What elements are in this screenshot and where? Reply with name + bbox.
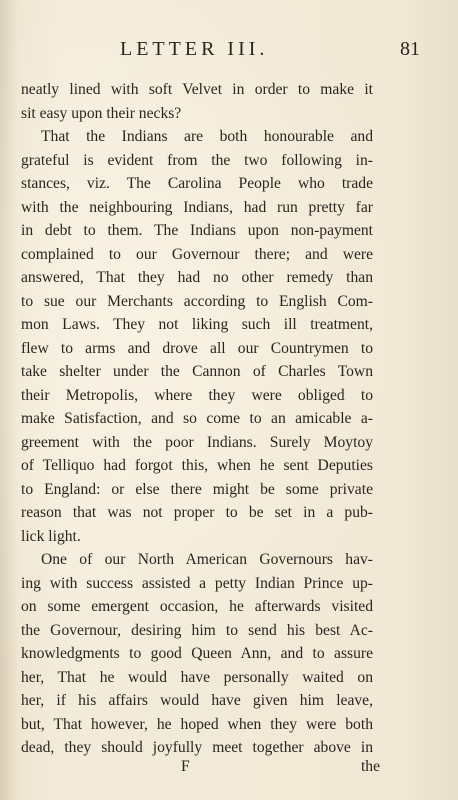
text-line: knowledgments to good Queen Ann, and to assure [21, 645, 373, 662]
text-line: One of our North American Governours hav- [41, 551, 373, 568]
text-line: her, if his affairs would have given him leave, [21, 692, 373, 709]
text-line: ing with success assisted a petty Indian Prince up- [21, 574, 373, 592]
text-line: grateful is evident from the two following in- [21, 151, 373, 169]
text-line: with the neighbouring Indians, had run pretty far [21, 198, 373, 216]
text-line: to England: or else there might be some private [21, 480, 373, 498]
text-line: neatly lined with soft Velvet in order to make it [21, 81, 373, 98]
text-line: of Telliquo had forgot this, when he sent Deputies [21, 457, 373, 474]
signature-mark: F [181, 758, 190, 775]
text-line: in debt to them. The Indians upon non-payment [21, 222, 373, 239]
text-line: but, That however, he hoped when they were both [21, 715, 373, 733]
running-head: LETTER III. [120, 38, 269, 60]
text-line: their Metropolis, where they were obliged to [21, 386, 373, 404]
text-line: flew to arms and drove all our Countrymen to [21, 339, 373, 357]
text-line: complained to our Governour there; and were [21, 245, 373, 263]
text-line: dead, they should joyfully meet together above in [21, 739, 373, 756]
text-line: reason that was not proper to be set in a pub- [21, 504, 373, 521]
text-line: mon Laws. They not liking such ill treatment, [21, 316, 373, 333]
text-line: lick light. [21, 527, 81, 545]
text-line: greement with the poor Indians. Surely Moytoy [21, 433, 373, 451]
text-line: make Satisfaction, and so come to an amicable a- [21, 410, 373, 427]
text-line: on some emergent occasion, he afterwards visited [21, 598, 373, 615]
text-line: her, That he would have personally waited on [21, 668, 373, 686]
text-line: the Governour, desiring him to send his best Ac- [21, 621, 373, 639]
page-header [40, 38, 420, 64]
text-line: take shelter under the Cannon of Charles Town [21, 363, 373, 380]
text-line: That the Indians are both honourable and [41, 128, 373, 145]
body-text [21, 78, 373, 760]
catchword: the [360, 758, 380, 775]
text-line: to sue our Merchants according to English Com- [21, 292, 373, 310]
text-line: answered, That they had no other remedy than [21, 269, 373, 286]
text-line: stances, viz. The Carolina People who trade [21, 175, 373, 192]
page-footer [40, 758, 380, 780]
page-number: 81 [400, 38, 420, 60]
text-line: sit easy upon their necks? [21, 104, 182, 122]
